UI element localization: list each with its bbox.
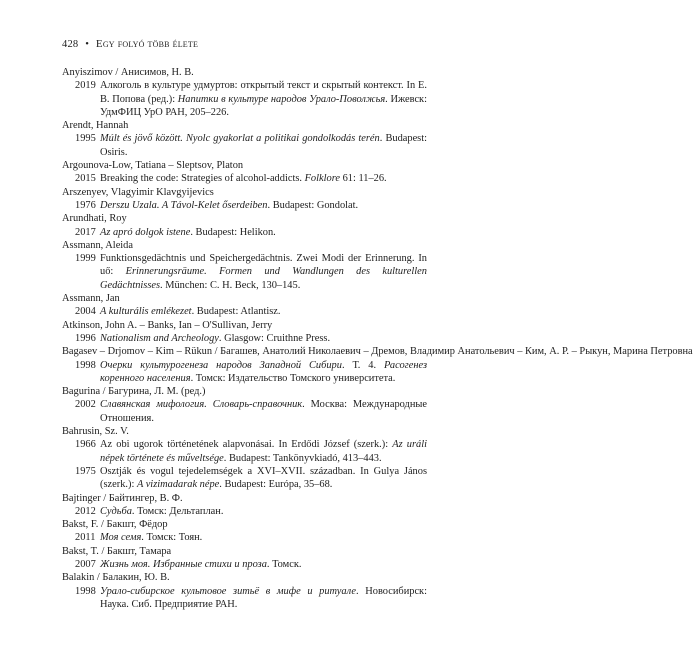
bib-citation [89, 172, 427, 185]
bib-year: 2007 [75, 558, 96, 570]
citation-text: Az obi ugorok történetének alapvonásai. In Erdődi József (szerk.): [100, 439, 393, 451]
citation-title: Derszu Uzala. A Távol-Kelet őserdeiben [100, 199, 268, 211]
citation-text: . Budapest: Helikon. [190, 226, 276, 238]
bib-year: 2002 [75, 399, 96, 411]
bib-citation [89, 558, 427, 571]
citation-text: 61: 11–26. [339, 173, 387, 185]
citation-text: . Budapest: Tankönyvkiadó, 413–443. [223, 452, 382, 464]
citation-text: . Томск: Издательство Томского университета. [190, 372, 396, 384]
bib-year: 1998 [75, 359, 96, 371]
bib-entry [62, 558, 427, 571]
bib-author: Atkinson, John A. – Banks, Ian – O'Sullivan, Jerry [62, 319, 273, 331]
citation-title: A vizimadarak népe [136, 479, 220, 491]
bib-entry [62, 226, 427, 239]
citation-title: Моя семя [100, 532, 142, 544]
bib-author: Argounova-Low, Tatiana – Sleptsov, Platon [62, 160, 244, 172]
bib-year: 1975 [75, 465, 96, 477]
citation-title: Жизнь моя. Избранные стихи и проза [100, 558, 267, 570]
bib-citation [89, 252, 427, 292]
citation-text: Алкоголь в культуре удмуртов: открытый текст и скрытый контекст. In Е. В. Попова (ред.): [100, 80, 427, 105]
bib-author: Bakst, T. / Бакшт, Тамара [62, 545, 172, 557]
citation-text: . Томск. [266, 558, 302, 570]
bib-year: 2017 [75, 226, 96, 238]
bib-citation [89, 359, 427, 386]
bib-entry [62, 172, 427, 185]
citation-title: Múlt és jövő között. Nyolc gyakorlat a politikai gondolkodás terén [100, 133, 380, 145]
bib-author: Balakin / Балакин, Ю. В. [62, 572, 170, 584]
citation-text: . Budapest: Atlantisz. [191, 306, 281, 318]
citation-text: . Томск: Дельтаплан. [131, 505, 224, 517]
bib-year: 1995 [75, 133, 96, 145]
citation-text: Breaking the code: Strategies of alcohol-addicts. [100, 173, 305, 185]
bib-entry [62, 465, 427, 492]
bib-citation [89, 438, 427, 465]
bibliography-list [62, 66, 693, 611]
citation-title: Славянская мифология. Словарь-справочник [100, 399, 303, 411]
bib-year: 2012 [75, 505, 96, 517]
header-separator: • [85, 39, 90, 50]
bib-author: Arendt, Hannah [62, 120, 129, 132]
running-header [62, 38, 198, 50]
bib-citation [89, 199, 427, 212]
bib-entry [62, 252, 427, 292]
citation-text: . Новосибирск: Наука. Сиб. Предприятие РАН. [100, 585, 427, 610]
bib-citation [89, 79, 427, 119]
bib-citation [89, 305, 427, 318]
bib-year: 2019 [75, 80, 96, 92]
bib-entry [62, 585, 427, 612]
bib-entry [62, 132, 427, 159]
bib-year: 1999 [75, 253, 96, 265]
bib-year: 1998 [75, 585, 96, 597]
bib-author: Bagasev – Drjomov – Kim – Rükun / Багашев, Анатолий Николаевич – Дремов, Владимир Анатольевич – Ким, А. Р. – Рыкун, Марина Петровна [62, 346, 693, 358]
bib-entry [62, 199, 427, 212]
bib-author: Assmann, Aleida [62, 239, 133, 251]
bib-entry [62, 79, 427, 119]
bib-year: 1966 [75, 439, 96, 451]
bib-year: 1976 [75, 199, 96, 211]
bib-entry [62, 359, 427, 386]
citation-title: Расогенез коренного населения [100, 359, 428, 384]
citation-title: Folklore [304, 173, 340, 185]
bib-author: Arundhati, Roy [62, 213, 127, 225]
bib-citation [89, 465, 427, 492]
citation-text: Osztják és vogul tejedelemségek a XVI–XVII. században. In Gulya János (szerk.): [100, 465, 427, 491]
citation-text: . Т. 4. [341, 359, 384, 371]
citation-text: . Москва: Международные Отношения. [100, 399, 427, 424]
citation-text: . Budapest: Osiris. [100, 133, 427, 158]
citation-title: Nationalism and Archeology [100, 332, 219, 344]
bib-entry [62, 305, 427, 318]
citation-title: Az apró dolgok istene [100, 226, 191, 238]
citation-text: . Томск: Тоян. [141, 532, 203, 544]
bib-citation [89, 132, 427, 159]
citation-text: . Glasgow: Cruithne Press. [218, 332, 331, 344]
bib-entry [62, 438, 427, 465]
bib-citation [89, 505, 427, 518]
bib-author: Bajtinger / Байтингер, В. Ф. [62, 492, 183, 504]
citation-text: . Budapest: Európa, 35–68. [219, 479, 333, 491]
citation-text: . Ижевск: УдмФИЦ УрО РАН, 205–226. [100, 93, 427, 118]
bib-author: Bahrusin, Sz. V. [62, 426, 129, 438]
bib-author: Anyiszimov / Анисимов, Н. В. [62, 67, 194, 78]
citation-title: A kulturális emlékezet [100, 306, 192, 318]
bib-entry [62, 531, 427, 544]
citation-text: . Budapest: Gondolat. [267, 199, 359, 211]
page-number: 428 [62, 39, 79, 50]
bib-citation [89, 585, 427, 612]
bib-author: Arszenyev, Vlagyimir Klavgyijevics [62, 186, 214, 198]
bib-author: Assmann, Jan [62, 293, 120, 305]
citation-title: Судьба [100, 505, 132, 517]
citation-text: Funktionsgedächtnis und Speichergedächtnis. Zwei Modi der Erinnerung. In uő: [100, 253, 427, 278]
citation-title: Очерки культурогенеза народов Западной Сибири [100, 359, 342, 371]
bib-entry [62, 505, 427, 518]
citation-title: Erinnerungsräume. Formen und Wandlungen des kulturellen Gedächtnisses [100, 266, 427, 291]
bib-year: 2015 [75, 173, 96, 185]
bib-author: Bakst, F. / Бакшт, Фёдор [62, 519, 168, 531]
citation-text: . München: C. H. Beck, 130–145. [160, 279, 301, 291]
bib-citation [89, 398, 427, 425]
running-title: Egy folyó több élete [95, 38, 199, 50]
citation-title: Урало-сибирское культовое зитьё в мифе и ритуале [100, 585, 357, 597]
bib-entry [62, 332, 427, 345]
bib-citation [89, 226, 427, 239]
citation-title: Az uráli népek története és műveltsége [100, 439, 427, 464]
bib-entry [62, 398, 427, 425]
bib-year: 2011 [75, 532, 96, 544]
citation-title: Напитки в культуре народов Урало-Поволжья [177, 93, 386, 105]
bib-year: 1996 [75, 332, 96, 344]
bib-year: 2004 [75, 306, 96, 318]
bib-citation [89, 531, 427, 544]
bib-author: Bagurina / Багурина, Л. М. (ред.) [62, 386, 206, 398]
bib-citation [89, 332, 427, 345]
